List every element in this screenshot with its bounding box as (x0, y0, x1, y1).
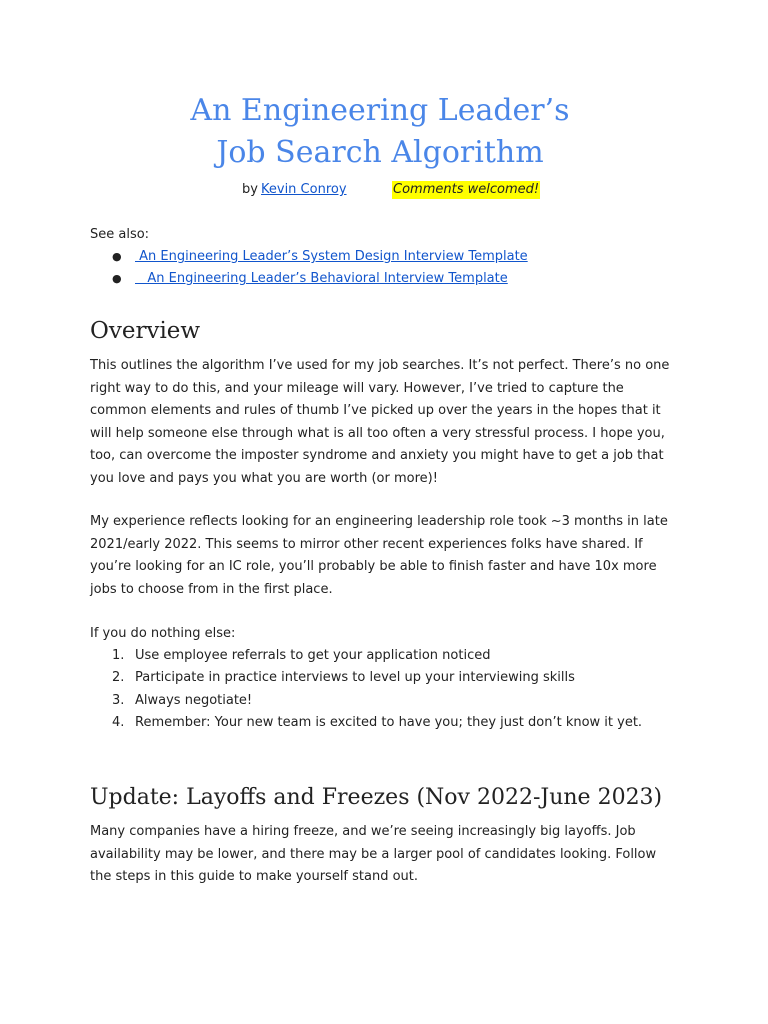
step-text: Always negotiate! (135, 692, 253, 708)
list-item (90, 712, 642, 734)
step-text: Remember: Your new team is excited to have you; they just don’t know it yet. (135, 714, 643, 730)
list-item (90, 690, 642, 712)
update-paragraph: Many companies have a hiring freeze, and we’re seeing increasingly big layoffs. Job availability may be lower, and there may be a larger pool of candidates looking. Follow the steps in this guide to make yourself stand out. (90, 824, 657, 884)
step-number: 4. (112, 714, 125, 730)
step-text: Use employee referrals to get your application noticed (135, 648, 491, 663)
list-item (90, 246, 528, 268)
author-link[interactable]: Kevin Conroy (261, 182, 347, 197)
overview-heading: Overview (90, 318, 201, 344)
bullet-icon: ● (112, 250, 122, 263)
see-also-label: See also: (90, 227, 150, 242)
step-text: Participate in practice interviews to level up your interviewing skills (135, 670, 575, 686)
behavioral-template-link[interactable]: An Engineering Leader’s Behavioral Interview Template (135, 271, 508, 286)
key-steps-list (90, 645, 642, 734)
bullet-icon: ● (112, 272, 122, 285)
comments-highlight: Comments welcomed! (393, 182, 540, 197)
list-item (90, 645, 642, 667)
update-heading: Update: Layoffs and Freezes (Nov 2022-June 2023) (90, 785, 663, 810)
overview-paragraph-2: My experience reflects looking for an engineering leadership role took ~3 months in late 2021/early 2022. This seems to mirror other recent experiences folks have shared. If you’re looking for an IC role, you’ll probably be able to finish faster and have 10x more jobs to choose from in the first place. (90, 514, 668, 597)
system-design-template-link[interactable]: An Engineering Leader’s System Design Interview Template (135, 249, 528, 264)
overview-paragraph-3: If you do nothing else: (90, 626, 236, 641)
title-line-1: An Engineering Leader’s (190, 93, 570, 128)
title-line-2: Job Search Algorithm (216, 135, 544, 170)
step-number: 2. (112, 670, 125, 686)
see-also-list (90, 246, 528, 290)
byline-by: by (242, 182, 258, 197)
document-title (90, 90, 670, 174)
step-number: 3. (112, 692, 125, 708)
overview-paragraph-1: This outlines the algorithm I’ve used for my job searches. It’s not perfect. There’s no one right way to do this, and your mileage will vary. However, I’ve tried to capture the common elements and rules of thumb I’ve picked up over the years in the hopes that it will help someone else through what is all too often a very stressful process. I hope you, too, can overcome the imposter syndrome and anxiety you might have to get a job that you love and pays you what you are worth (or more)! (90, 358, 670, 486)
list-item (90, 667, 642, 689)
step-number: 1. (112, 648, 125, 663)
list-item (90, 268, 528, 290)
